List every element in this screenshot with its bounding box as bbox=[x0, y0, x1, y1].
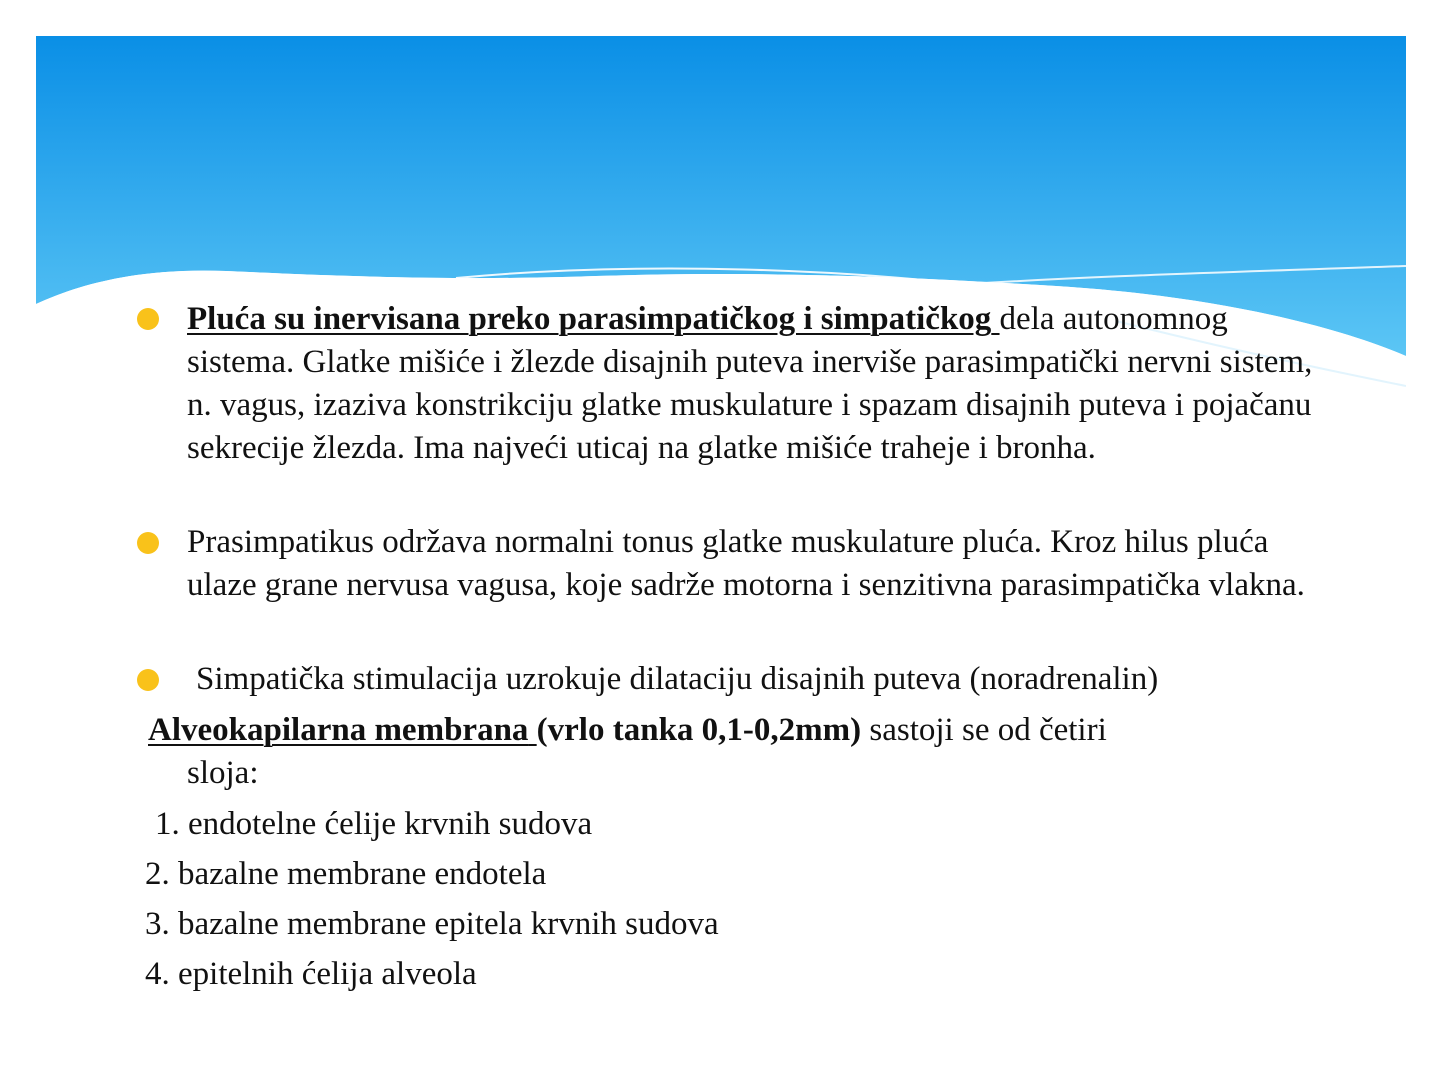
bullet-parasympathetic: Prasimpatikus održava normalni tonus glatke muskulature pluća. Kroz hilus pluća ulaze grane nervusa vagusa, koje sadrže motorna i senzitivna parasimpatička vlakna. bbox=[187, 524, 1305, 603]
list-item: 1. endotelne ćelije krvnih sudova bbox=[155, 806, 593, 842]
list-item: 3. bazalne membrane epitela krvnih sudova bbox=[145, 906, 719, 942]
list-item: 2. bazalne membrane endotela bbox=[145, 856, 547, 892]
bullet-dot-icon bbox=[137, 308, 159, 330]
bullet-dot-icon bbox=[137, 669, 159, 691]
alveo-title: Alveokapilarna membrana bbox=[148, 712, 529, 748]
bullet-text: dela autonomnog sistema. Glatke mišiće i žlezde disajnih puteva inerviše parasimpatički nervni sistem, n. vagus, izaziva konstrikciju glatke muskulature i spazam disajnih puteva i pojačanu sekrecije žlezda. Ima najveći uticaj na glatke mišiće traheje i bronha. bbox=[187, 301, 1313, 466]
alveo-rest: sastoji se od četiri bbox=[869, 712, 1107, 748]
alveo-thickness: (vrlo tanka 0,1-0,2mm) bbox=[536, 712, 862, 748]
alveo-rest-line2: sloja: bbox=[187, 755, 259, 791]
list-item: 4. epitelnih ćelija alveola bbox=[145, 956, 477, 992]
bullet-sympathetic: Simpatička stimulacija uzrokuje dilataciju disajnih puteva (noradrenalin) bbox=[196, 661, 1159, 697]
bullet-dot-icon bbox=[137, 532, 159, 554]
bullet-innervation bbox=[187, 298, 1337, 470]
alveolar-membrane-heading bbox=[148, 709, 1328, 795]
bullet-lead-bold: Pluća su inervisana preko parasimpatičkog i simpatičkog bbox=[187, 301, 992, 337]
